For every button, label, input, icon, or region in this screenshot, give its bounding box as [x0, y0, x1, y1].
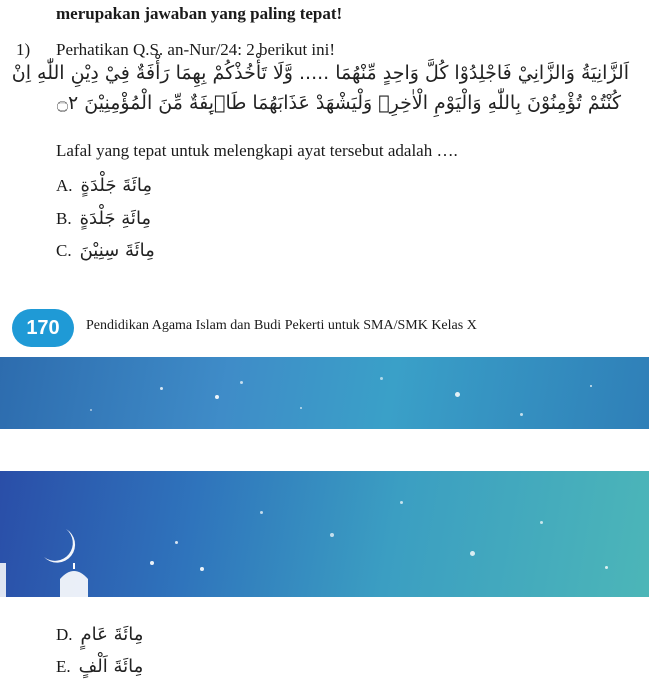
- ayat-line-1: اَلزَّانِيَةُ وَالزَّانِيْ فَاجْلِدُوْا كُلَّ وَاحِدٍ مِّنْهُمَا ..... وَّلَا تَأْخُذْكُمْ بِهِمَا رَأْفَةٌ فِيْ دِيْنِ اللّٰهِ اِنْ: [11, 62, 629, 84]
- question-number: 1): [16, 40, 31, 59]
- option-a[interactable]: [56, 175, 152, 196]
- option-arabic: مِائَةَ سِنِيْنَ: [79, 240, 155, 261]
- question-text: Perhatikan Q.S. an-Nur/24: 2 berikut ini!: [56, 40, 336, 59]
- option-c[interactable]: [56, 240, 155, 261]
- page-number-badge: 170: [12, 309, 74, 347]
- option-d[interactable]: [56, 624, 143, 645]
- option-b[interactable]: [56, 208, 151, 229]
- option-letter: B.: [56, 208, 72, 228]
- option-arabic: مِائَةَ عَامٍ: [80, 624, 144, 645]
- option-e[interactable]: [56, 656, 143, 677]
- option-arabic: مِائَةَ اَلْفٍ: [78, 656, 144, 677]
- ayat-line-2: كُنْتُمْ تُؤْمِنُوْنَ بِاللّٰهِ وَالْيَوْمِ الْاٰخِرِۚ وَلْيَشْهَدْ عَذَابَهُمَا طَاۤىِٕفَةٌ مِّنَ الْمُؤْمِنِيْنَ ۝٢: [56, 92, 621, 114]
- crescent-moon-icon: [0, 471, 649, 597]
- question-prompt: Lafal yang tepat untuk melengkapi ayat tersebut adalah ….: [56, 141, 458, 160]
- instruction-text: merupakan jawaban yang paling tepat!: [56, 4, 343, 23]
- decorative-banner-bottom: [0, 471, 649, 597]
- option-letter: A.: [56, 175, 73, 195]
- book-title: Pendidikan Agama Islam dan Budi Pekerti untuk SMA/SMK Kelas X: [86, 318, 477, 333]
- option-arabic: مِائَةَ جَلْدَةٍ: [80, 175, 153, 196]
- option-letter: C.: [56, 240, 72, 260]
- option-letter: E.: [56, 656, 71, 676]
- decorative-banner-top: [0, 357, 649, 429]
- option-letter: D.: [56, 624, 73, 644]
- option-arabic: مِائَةِ جَلْدَةٍ: [79, 208, 152, 229]
